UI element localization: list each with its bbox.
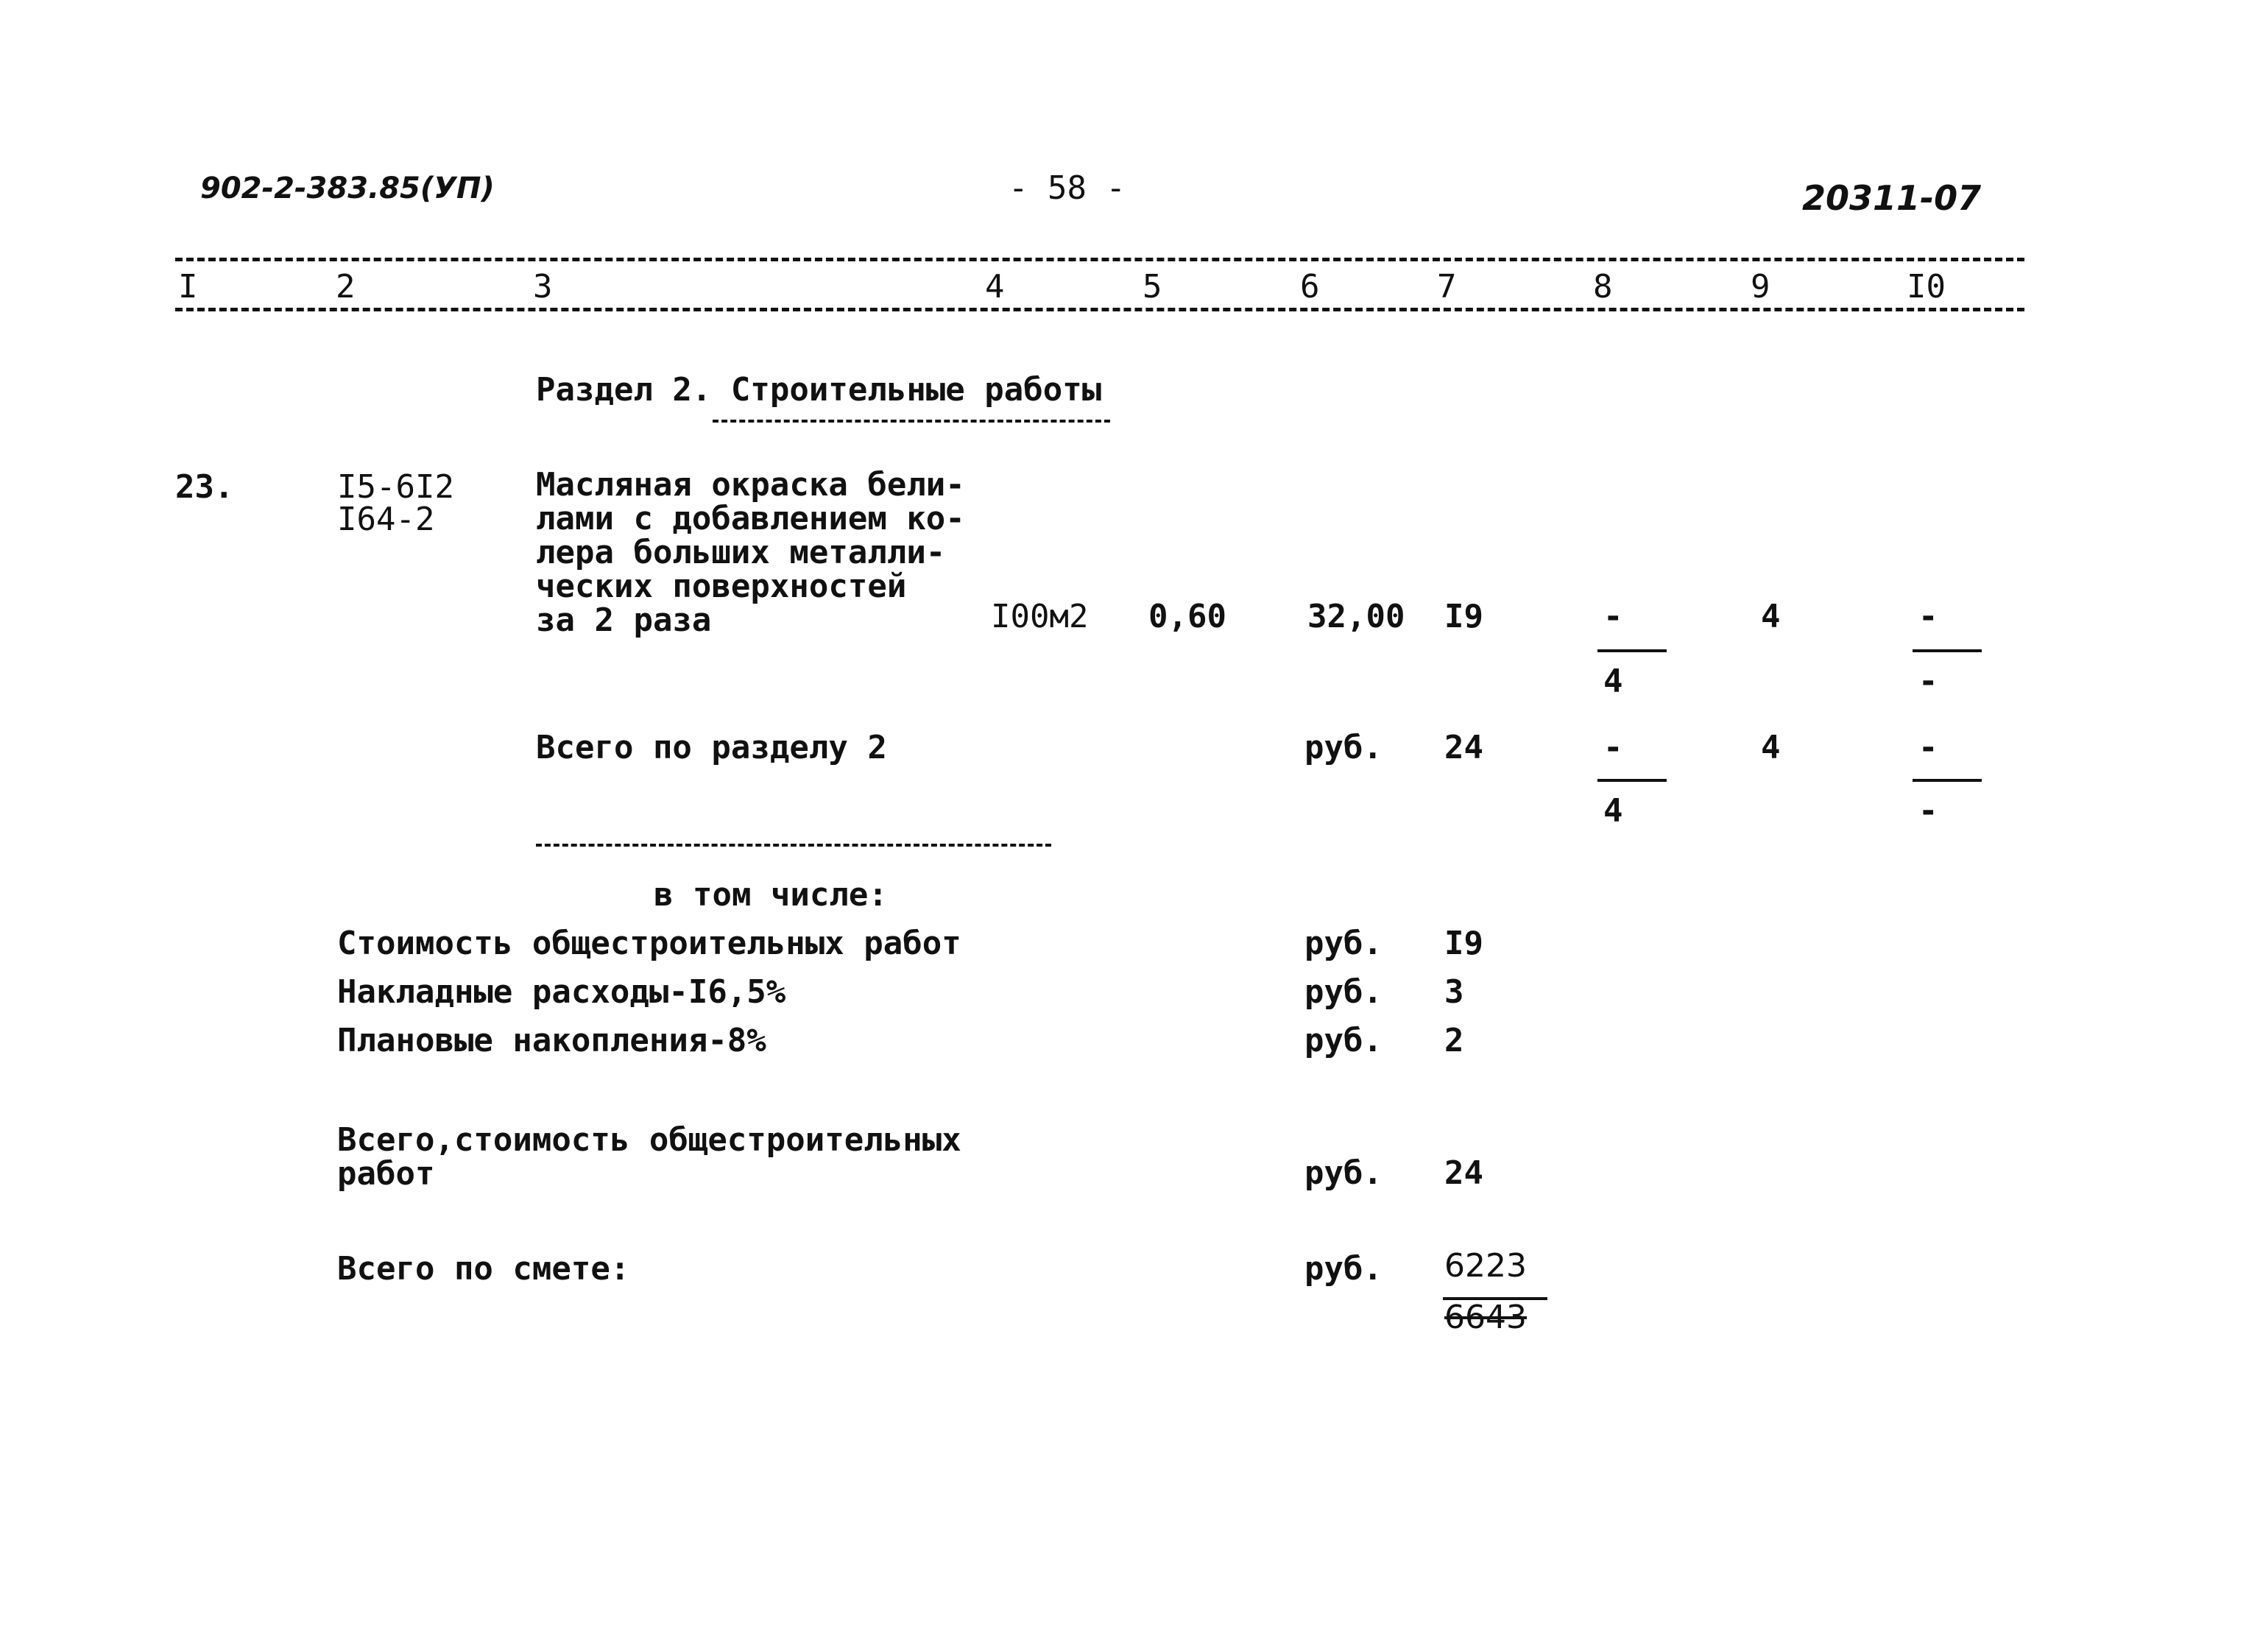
item-code-line2: I64-2	[337, 501, 435, 538]
column-number: I0	[1907, 268, 1946, 306]
column-number: 4	[985, 268, 1005, 306]
archive-stamp: 20311-07	[1802, 178, 1982, 218]
section-total-separator	[536, 844, 1051, 847]
item-col8-fraction-bar	[1597, 649, 1667, 652]
item-unit: I00м2	[991, 598, 1089, 635]
column-number: 6	[1300, 268, 1320, 306]
page-number: - 58 -	[1009, 169, 1126, 207]
item-number: 23.	[175, 468, 234, 506]
section-total-col10-fraction-bar	[1913, 779, 1982, 782]
grand-total-value: 6223	[1444, 1247, 1527, 1285]
general-total-value: 24	[1444, 1154, 1483, 1192]
item-total: I9	[1444, 598, 1483, 635]
section-title: Раздел 2. Строительные работы	[536, 371, 1102, 409]
column-number: 8	[1593, 268, 1613, 306]
item-col10-fraction-bar	[1913, 649, 1982, 652]
column-number: I	[178, 268, 198, 306]
section-total-col8-bottom: 4	[1603, 792, 1623, 830]
section-total-col8-top: -	[1603, 729, 1623, 766]
grand-total-struck-value: 6643	[1444, 1299, 1527, 1336]
item-col8-top: -	[1603, 598, 1623, 635]
breakdown-row-value: 2	[1444, 1022, 1464, 1059]
column-number: 2	[336, 268, 356, 306]
grand-total-label: Всего по смете:	[337, 1250, 630, 1288]
item-unit-price: 32,00	[1307, 598, 1405, 635]
general-total-unit: руб.	[1304, 1154, 1383, 1192]
breakdown-row-value: I9	[1444, 925, 1483, 962]
column-rule-top	[175, 258, 2024, 261]
document-code: 902-2-383.85(УП)	[200, 172, 495, 205]
grand-total-unit: руб.	[1304, 1250, 1383, 1288]
general-total-label: Всего,стоимость общестроительных работ	[337, 1121, 961, 1193]
breakdown-heading: в том числе:	[654, 876, 888, 914]
section-title-underline	[713, 420, 1110, 423]
breakdown-row-label: Плановые накопления-8%	[337, 1022, 766, 1059]
breakdown-row-unit: руб.	[1304, 973, 1383, 1011]
breakdown-row-value: 3	[1444, 973, 1464, 1011]
breakdown-row-unit: руб.	[1304, 925, 1383, 962]
section-total-col8-fraction-bar	[1597, 779, 1667, 782]
column-number: 5	[1143, 268, 1162, 306]
breakdown-row-label: Стоимость общестроительных работ	[337, 925, 961, 962]
section-total-col10-bottom: -	[1918, 792, 1938, 830]
section-total-unit: руб.	[1304, 729, 1383, 766]
section-total-col9: 4	[1761, 729, 1781, 766]
column-rule-bottom	[175, 308, 2024, 311]
item-col10-top: -	[1918, 598, 1938, 635]
breakdown-row-unit: руб.	[1304, 1022, 1383, 1059]
section-total-value: 24	[1444, 729, 1483, 766]
item-quantity: 0,60	[1148, 598, 1226, 635]
item-code-line1: I5-6I2	[337, 468, 454, 506]
section-total-col10-top: -	[1918, 729, 1938, 766]
section-total-label: Всего по разделу 2	[536, 729, 887, 766]
column-number: 9	[1751, 268, 1770, 306]
item-col8-bottom: 4	[1603, 663, 1623, 700]
breakdown-row-label: Накладные расходы-I6,5%	[337, 973, 786, 1011]
item-col10-bottom: -	[1918, 663, 1938, 700]
column-number: 3	[533, 268, 553, 306]
item-description: Масляная окраска бели- лами с добавлением ко- лера больших металли- ческих поверхностей за 2 раза	[536, 466, 965, 639]
item-col9: 4	[1761, 598, 1781, 635]
column-number: 7	[1437, 268, 1457, 306]
